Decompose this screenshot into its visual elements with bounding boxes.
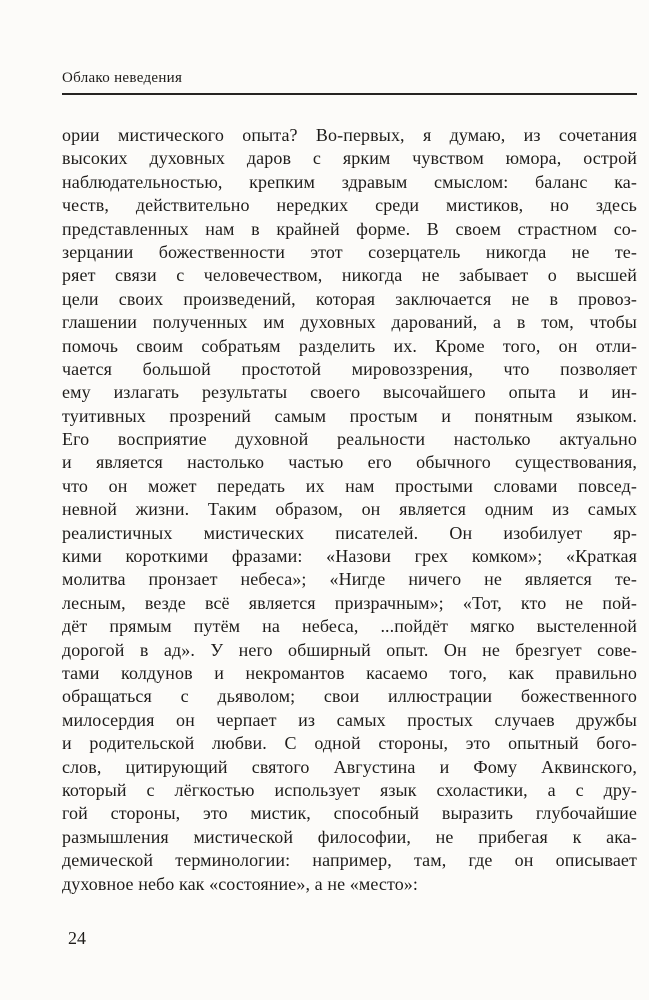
text-line: высоких духовных даров с ярким чувством юмора, острой	[62, 148, 637, 169]
text-line: и является настолько частью его обычного существования,	[62, 452, 637, 473]
running-title: Облако неведения	[62, 70, 183, 86]
text-line: гой стороны, это мистик, способный выразить глубочайшие	[62, 803, 637, 824]
text-line: и родительской любви. С одной стороны, это опытный бого-	[62, 733, 637, 754]
page-number: 24	[68, 928, 86, 948]
text-line: что он может передать их нам простыми словами повсед-	[62, 475, 637, 496]
text-line: невной жизни. Таким образом, он является одним из самых	[62, 499, 637, 520]
text-line: ему излагать результаты своего высочайшего опыта и ин-	[62, 382, 637, 403]
text-line: глашении полученных им духовных дарований, а в том, чтобы	[62, 312, 637, 333]
text-line: обращаться с дьяволом; свои иллюстрации божественного	[62, 686, 637, 707]
text-line: честв, действительно нередких среди мистиков, но здесь	[62, 195, 637, 216]
text-line: реалистичных мистических писателей. Он изобилует яр-	[62, 522, 637, 543]
text-line: ории мистического опыта? Во-первых, я думаю, из сочетания	[62, 125, 637, 145]
text-line: цели своих произведений, которая заключается не в провоз-	[62, 288, 637, 309]
text-line: лесным, везде всё является призрачным»; «Тот, кто не пой-	[62, 592, 637, 613]
text-line: зерцании божественности этот созерцатель никогда не те-	[62, 241, 637, 262]
text-line: милосердия он черпает из самых простых случаев дружбы	[62, 709, 637, 730]
text-line: кими короткими фразами: «Назови грех комком»; «Краткая	[62, 546, 637, 567]
text-line: наблюдательностью, крепким здравым смыслом: баланс ка-	[62, 171, 637, 192]
text-line: слов, цитирующий святого Августина и Фому Аквинского,	[62, 756, 637, 777]
text-line: размышления мистической философии, не прибегая к ака-	[62, 826, 637, 847]
text-line: Его восприятие духовной реальности настолько актуально	[62, 429, 637, 450]
text-line: молитва пронзает небеса»; «Нигде ничего не является те-	[62, 569, 637, 590]
text-line: туитивных прозрений самым простым и понятным языком.	[62, 405, 637, 426]
page-header	[62, 70, 637, 95]
body-text	[62, 124, 637, 896]
text-line: демической терминологии: например, там, где он описывает	[62, 850, 637, 871]
text-line: чается большой простотой мировоззрения, что позволяет	[62, 358, 637, 379]
text-line: ряет связи с человечеством, никогда не забывает о высшей	[62, 265, 637, 286]
text-line: дорогой в ад». У него обширный опыт. Он не брезгует сове-	[62, 639, 637, 660]
text-line: тами колдунов и некромантов касаемо того, как правильно	[62, 662, 637, 683]
text-line: духовное небо как «состояние», а не «место»:	[62, 873, 419, 894]
text-line: помочь своим собратьям разделить их. Кроме того, он отли-	[62, 335, 637, 356]
header-rule	[62, 93, 637, 95]
text-line: дёт прямым путём на небеса, ...пойдёт мягко выстеленной	[62, 616, 637, 637]
text-line: представленных нам в крайней форме. В своем страстном со-	[62, 218, 637, 239]
text-line: который с лёгкостью использует язык схоластики, а с дру-	[62, 779, 637, 800]
